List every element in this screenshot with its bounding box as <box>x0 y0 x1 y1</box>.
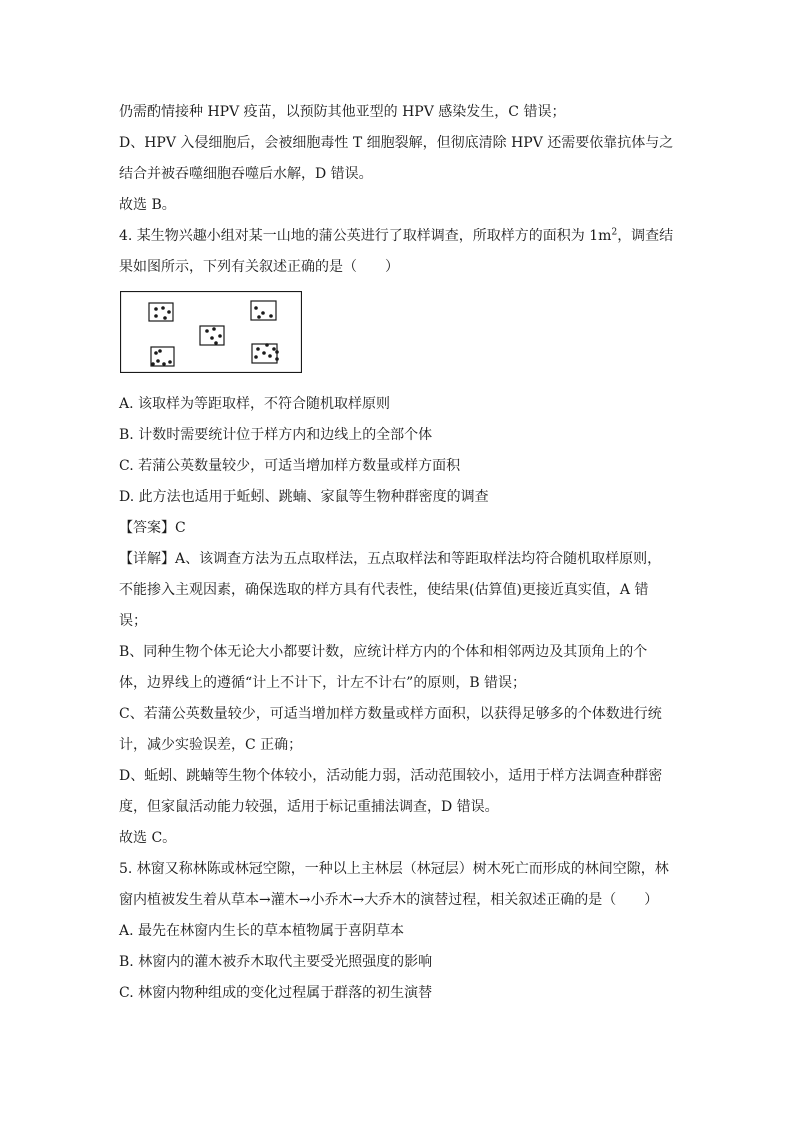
question-4-text: 4. 某生物兴趣小组对某一山地的蒲公英进行了取样调查，所取样方的面积为 1m <box>119 228 612 244</box>
question-4-text-cont: ，调查结 <box>617 228 674 244</box>
explanation-line: 体，边界线上的遵循“计上不计下，计左不计右”的原则，B 错误； <box>119 675 527 691</box>
question-5-stem-2: 窗内植被发生着从草本→灌木→小乔木→大乔木的演替过程，相关叙述正确的是（ ） <box>119 892 659 908</box>
sample-plot-bottom-left <box>151 347 174 366</box>
superscript: 2 <box>611 227 618 238</box>
sample-plot-top-left <box>149 303 173 321</box>
sample-plot-bottom-right <box>252 343 279 363</box>
option-c: C. 林窗内物种组成的变化过程属于群落的初生演替 <box>119 985 433 1001</box>
explanation-line: B、同种生物个体无论大小都要计数，应统计样方内的个体和相邻两边及其顶角上的个 <box>119 644 648 660</box>
option-a: A. 最先在林窗内生长的草本植物属于喜阴草本 <box>119 923 405 939</box>
explanation-line: 度，但家鼠活动能力较强，适用于标记重捕法调查，D 错误。 <box>119 799 499 815</box>
quadrat-figure <box>120 291 302 373</box>
explanation-line: 故选 C。 <box>119 830 177 846</box>
explanation-line: 计，减少实验误差，C 正确； <box>119 737 303 753</box>
option-b: B. 计数时需要统计位于样方内和边线上的全部个体 <box>119 427 433 443</box>
option-a: A. 该取样为等距取样，不符合随机取样原则 <box>119 396 391 412</box>
explanation-line: 不能掺入主观因素，确保选取的样方具有代表性，使结果(估算值)更接近真实值，A 错 <box>119 582 649 598</box>
figure-frame <box>121 292 302 373</box>
text-line: 故选 B。 <box>119 197 176 213</box>
explanation-line: 误； <box>119 613 147 629</box>
question-4-stem <box>119 226 673 246</box>
answer-line: 【答案】C <box>119 520 186 536</box>
sample-plot-top-right <box>251 301 276 320</box>
explanation-line: 【详解】A、该调查方法为五点取样法，五点取样法和等距取样法均符合随机取样原则， <box>119 551 662 567</box>
option-b: B. 林窗内的灌木被乔木取代主要受光照强度的影响 <box>119 954 433 970</box>
text-line: 结合并被吞噬细胞吞噬后水解，D 错误。 <box>119 166 373 182</box>
option-c: C. 若蒲公英数量较少，可适当增加样方数量或样方面积 <box>119 458 461 474</box>
text-line: 仍需酌情接种 HPV 疫苗，以预防其他亚型的 HPV 感染发生，C 错误； <box>119 104 566 120</box>
text-line: D、HPV 入侵细胞后，会被细胞毒性 T 细胞裂解，但彻底清除 HPV 还需要依靠抗体与之 <box>119 135 674 151</box>
sample-plot-center <box>200 326 224 345</box>
option-d: D. 此方法也适用于蚯蚓、跳蝻、家鼠等生物种群密度的调查 <box>119 489 489 505</box>
question-5-stem: 5. 林窗又称林陈或林冠空隙，一种以上主林层（林冠层）树木死亡而形成的林间空隙，林 <box>119 861 669 877</box>
explanation-line: C、若蒲公英数量较少，可适当增加样方数量或样方面积，以获得足够多的个体数进行统 <box>119 706 662 722</box>
question-4-stem-2: 果如图所示，下列有关叙述正确的是（ ） <box>119 259 399 275</box>
explanation-line: D、蚯蚓、跳蝻等生物个体较小，活动能力弱，活动范围较小，适用于样方法调查种群密 <box>119 768 663 784</box>
